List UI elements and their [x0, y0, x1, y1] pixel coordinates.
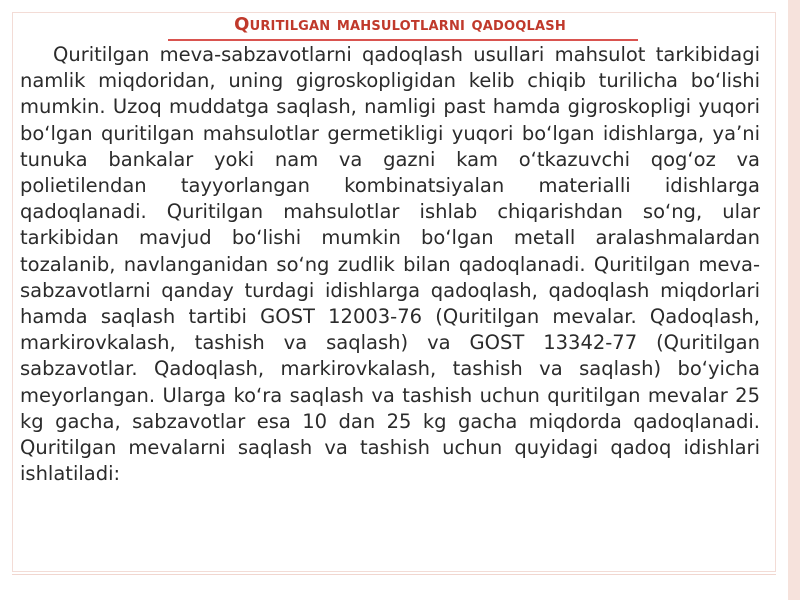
- title-underline: [168, 39, 638, 41]
- slide-title: Quritilgan mahsulotlarni qadoqlash: [234, 14, 566, 35]
- slide-bottom-rule: [12, 574, 776, 575]
- body-paragraph: Quritilgan meva-sabzavotlarni qadoqlash usullari mahsulot tarkibidagi namlik miqdoridan, uning gigroskopligidan kelib chiqib turilicha boʻlishi mumkin. Uzoq muddatga saqlash, namligi past hamda gigroskopligi yuqori boʻlgan quritilgan mahsulotlar germetikligi yuqori boʻlgan idishlarga, yaʼni tunuka bankalar yoki nam va gazni kam oʻtkazuvchi qogʻoz va polietilendan tayyorlangan kombinatsiyalan materialli idishlarga qadoqlanadi. Quritilgan mahsulotlar ishlab chiqarishdan soʻng, ular tarkibidan mavjud boʻlishi mumkin boʻlgan metall aralashmalardan tozalanib, navlanganidan soʻng zudlik bilan qadoqlanadi. Quritilgan meva-sabzavotlarni qanday turdagi idishlarga qadoqlash, qadoqlash miqdorlari hamda saqlash tartibi GOST 12003-76 (Quritilgan mevalar. Qadoqlash, markirovkalash, tashish va saqlash) va GOST 13342-77 (Quritilgan sabzavotlar. Qadoqlash, markirovkalash, tashish va saqlash) boʻyicha meyorlangan. Ularga koʻra saqlash va tashish uchun quritilgan mevalar 25 kg gacha, sabzavotlar esa 10 dan 25 kg gacha miqdorda qadoqlanadi. Quritilgan mevalarni saqlash va tashish uchun quyidagi qadoq idishlari ishlatiladi:: [20, 43, 760, 486]
- slide-right-accent-bar: [788, 0, 800, 600]
